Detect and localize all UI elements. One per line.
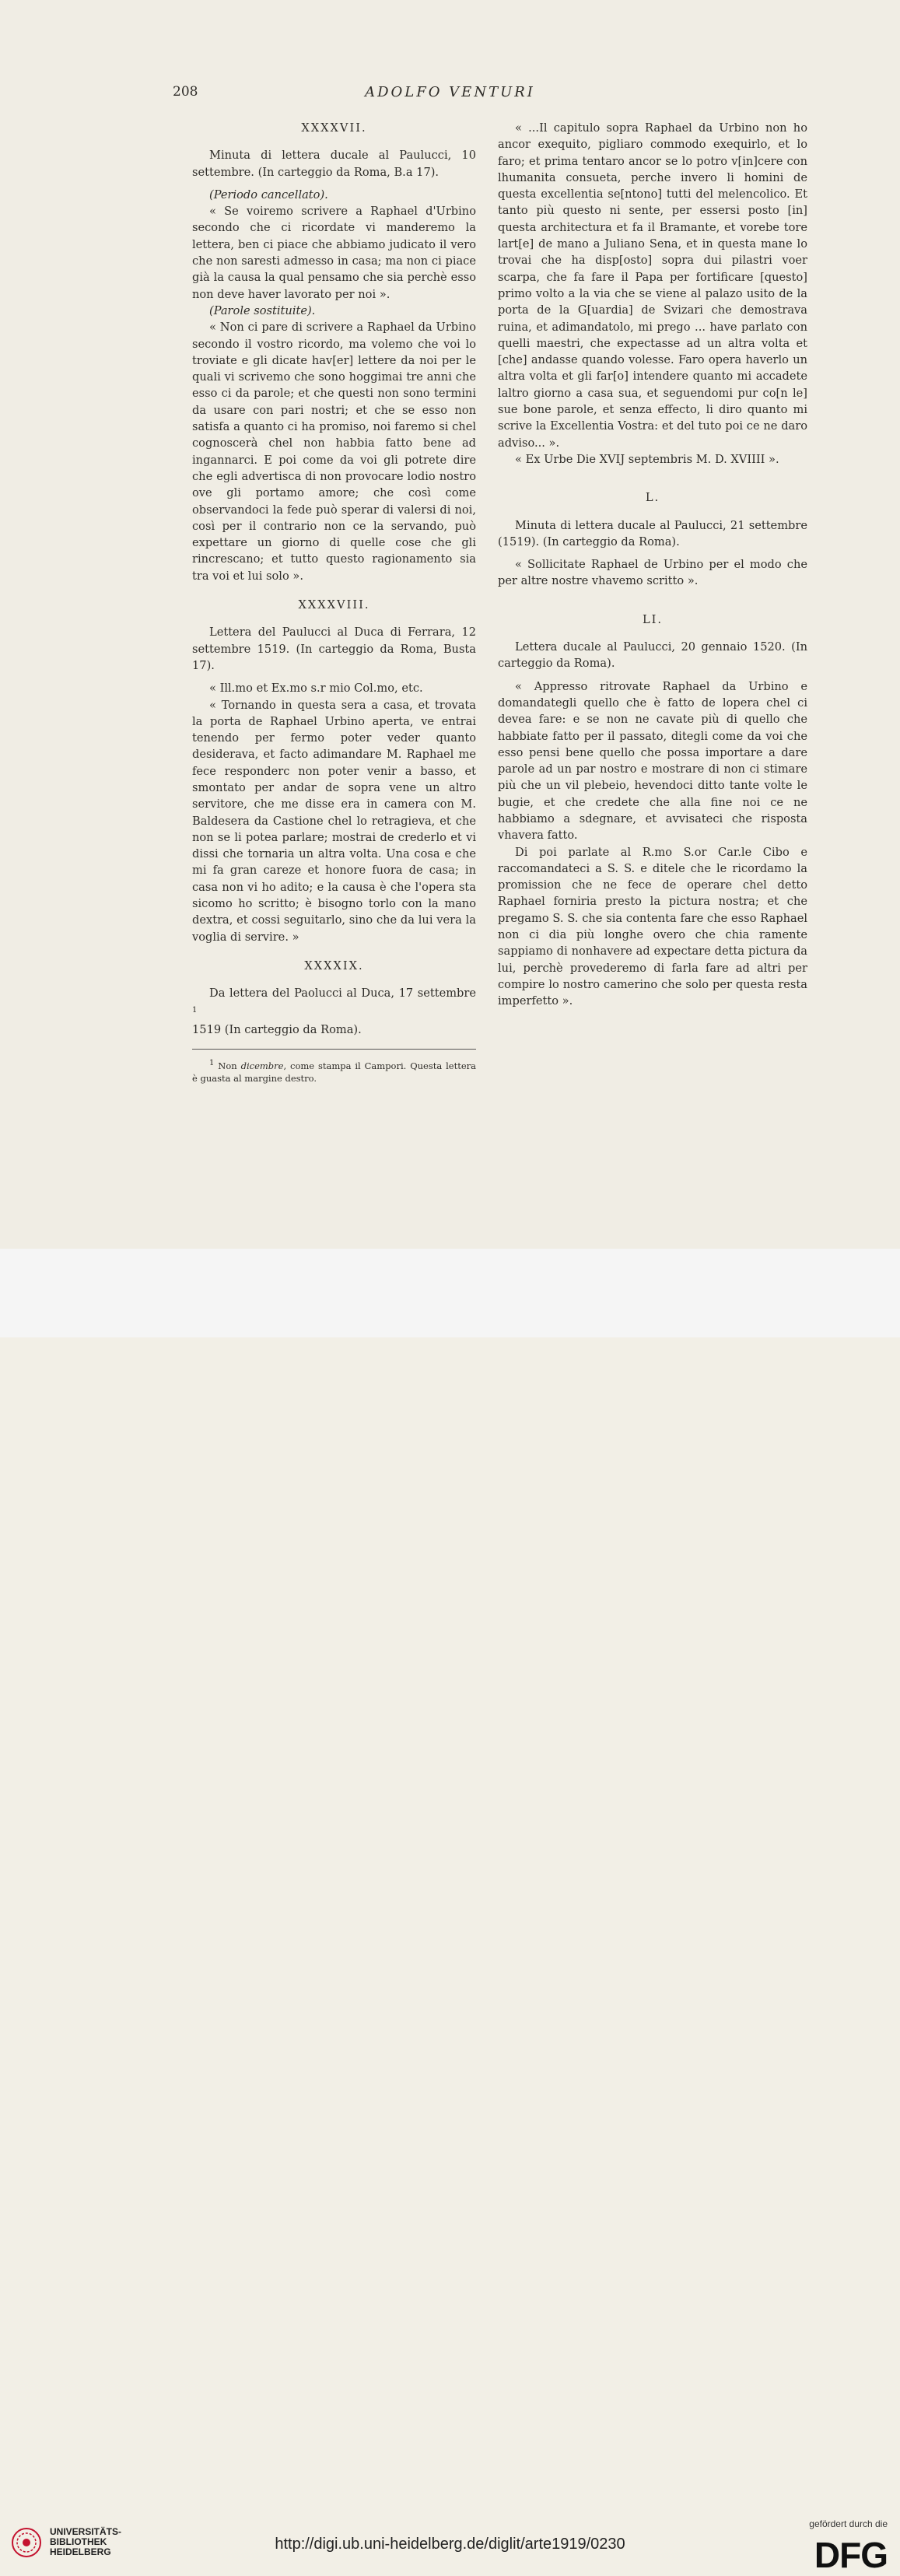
page-number: 208 — [173, 84, 198, 100]
paragraph: Di poi parlate al R.mo S.or Car.le Cibo e raccomandateci a S. S. e ditele che le ricordamo la promission che ne fece de operare chel detto Raphael forniria presto la pictura nostra; et che pregamo S. S. che sia contenta fare che esso Raphael non ci dia più longhe overo che chia ramente sappiamo di nonhavere ad expectare detta pictura da lui, perchè provederemo di farla fare ad altri per compire lo nostro camerino che solo per questa resta imperfetto ». — [498, 845, 807, 1008]
left-column — [192, 120, 476, 1085]
footnote-ref: 1 — [192, 1005, 198, 1015]
paragraph: (Periodo cancellato). — [209, 188, 328, 202]
section-heading-xxxxvii: XXXXVII. — [301, 121, 367, 135]
right-column — [498, 120, 807, 1010]
permalink-url[interactable]: http://digi.ub.uni-heidelberg.de/diglit/arte1919/0230 — [275, 2536, 625, 2553]
section-heading-li: LI. — [642, 612, 664, 626]
paragraph: « Ex Urbe Die XVIJ septembris M. D. XVIIII ». — [515, 452, 779, 466]
footnote-rule — [192, 1049, 476, 1050]
paragraph: Minuta di lettera ducale al Paulucci, 21 settembre (1519). (In carteggio da Roma). — [498, 518, 807, 548]
section-heading-l: L. — [645, 491, 660, 505]
scanned-page — [0, 0, 900, 1249]
paragraph: « Ill.mo et Ex.mo s.r mio Col.mo, etc. — [209, 682, 423, 696]
paragraph: « Appresso ritrovate Raphael da Urbino e domandategli quello che è fatto de lopera chel ci devea fare: e se non ne cavate più di quello che habbiate fatto per il passato, ditegli come da voi che esso pensi bene quello che possa importare a dare parole ad un par nostro e mostrare di non ci stimare più che un vil plebeio, hevendoci ditto tante volte le bugie, et che credete che alla fine noi ce ne habbiamo a sdegnare, et avvisateci che risposta vhavera fatto. — [498, 679, 807, 843]
paragraph: « Non ci pare di scrivere a Raphael da Urbino secondo il vostro ricordo, ma volemo che voi lo troviate e gli dicate hav[er] lettere da noi per le quali vi scrivemo che sono hoggimai tre anni che esso ci da parole; et che questi non sono termini da usare con pari nostri; et che se esso non satisfa a quanto ci ha promiso, noi faremo si chel cognoscerà chel non habbia fatto bene ad ingannarci. E poi come da voi gli potrete dire che egli advertisca di non provocare lodio nostro ove gli portamo amore; che così come observandoci la fede può sperar di valersi di noi, così per il contrario non ce la servando, può expettare un giorno di quelle cose che gli rincrescano; et tutto questo ragionamento sia tra voi et lui solo ». — [192, 321, 476, 583]
section-heading-xxxxviii: XXXXVIII. — [298, 598, 370, 612]
section-heading-xxxxix: XXXXIX. — [304, 959, 364, 973]
library-name: UNIVERSITÄTS- BIBLIOTHEK HEIDELBERG — [50, 2526, 122, 2557]
paragraph: Lettera del Paulucci al Duca di Ferrara, 12 settembre 1519. (In carteggio da Roma, Busta 17). — [192, 626, 476, 672]
footnote: 1 Non dicembre, come stampa il Campori. Questa lettera è guasta al margine destro. — [192, 1059, 477, 1084]
paragraph: « Tornando in questa sera a casa, et trovata la porta de Raphael Urbino aperta, ve entrai tenendo per fermo poter veder quanto desiderava, et facto adimandare M. Raphael me fece responderc non poter venir a basso, et smontato per andar de sopra vene un altro servitore, che me disse era in camera con M. Baldesera da Castione chel lo retragieva, et che non se li potea parlare; mostrai de crederlo et vi dissi che tornaria un altra volta. Una cosa e che mi fa gran careze et honore fuora de casa; in casa non vi ho adito; e la causa è che l'opera sta sicomo ho scritto; è bisogno torlo con la mano dextra, et cossi seguitarlo, sino che da lui vera la voglia di servire. » — [192, 698, 476, 944]
paragraph: « Sollicitate Raphael de Urbino per el modo che per altre nostre vhavemo scritto ». — [498, 558, 807, 588]
dfg-logo: DFG — [814, 2535, 888, 2575]
paragraph: Da lettera del Paolucci al Duca, 17 settembre $^1$ 1519 (In carteggio da Roma). — [192, 987, 476, 1036]
paragraph: Lettera ducale al Paulucci, 20 gennaio 1520. (In carteggio da Roma). — [498, 640, 807, 671]
running-title: ADOLFO VENTURI — [365, 84, 535, 100]
funding-caption: gefördert durch die — [809, 2518, 888, 2529]
paragraph: « Se voiremo scrivere a Raphael d'Urbino secondo che ci ricordate vi manderemo la lettera, ben ci piace che abbiamo judicato il vero che non saresti admesso in casa; ma non ci piace già la causa la qual pensamo che sia perchè esso non deve haver lavorato per noi ». — [192, 205, 476, 301]
paragraph: « ...Il capitulo sopra Raphael da Urbino non ho ancor exequito, pigliaro commodo exequirlo, et lo faro; et prima tentaro ancor se lo potro v[in]cere con lhumanita consueta, perche invero li homini de questa excellentia se[ntono] tutti del melencolico. Et tanto più questo ni sente, per essersi posto [in] questa architectura et fa il Bramante, et vorebe tore lart[e] de mano a Juliano Sena, et in questa mane lo trovai che ha disp[osto] sopra dui pilastri voer scarpa, che fa fare il Papa per fortificare [questo] primo volto a la via che se viene al palazo usito de la porta de la G[uardia] de Svizari che demostrava ruina, et adimandatolo, mi prego ... have parlato con quelli maestri, che expectasse ad un altra volta et [che] andasse quando volesse. Faro opera haverlo un altra volta et gli far[o] intendere quanto mi accadete laltro giorno a casa sua, et seguendomi pur co[n le] sue bone parole, et senza effecto, li diro quanto mi scrive la Excellentia Vostra: et del tuto poi ce ne daro adviso... ». — [498, 121, 807, 450]
paragraph: (Parole sostituite). — [209, 303, 316, 317]
paragraph: Minuta di lettera ducale al Paulucci, 10 settembre. (In carteggio da Roma, B.a 17). — [192, 149, 476, 179]
viewer-footer — [0, 1249, 900, 2575]
